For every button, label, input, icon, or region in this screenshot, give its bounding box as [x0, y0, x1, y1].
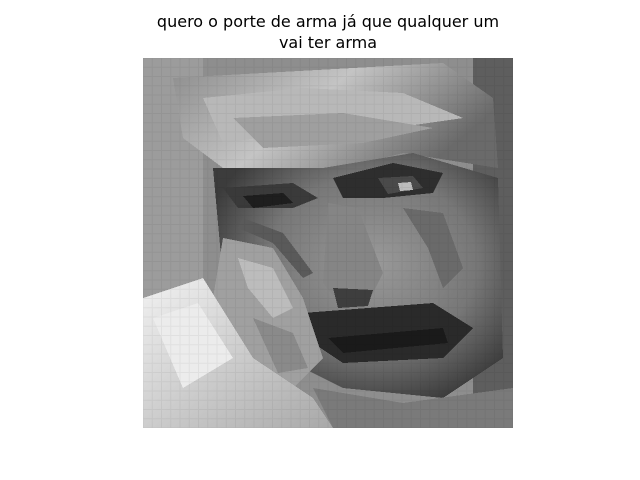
portrait-graphic [143, 58, 513, 428]
portrait-image [143, 58, 513, 428]
title-line-1: quero o porte de arma já que qualquer um [156, 12, 500, 31]
figure-title [0, 11, 640, 53]
title-line-2: vai ter arma [278, 33, 378, 52]
